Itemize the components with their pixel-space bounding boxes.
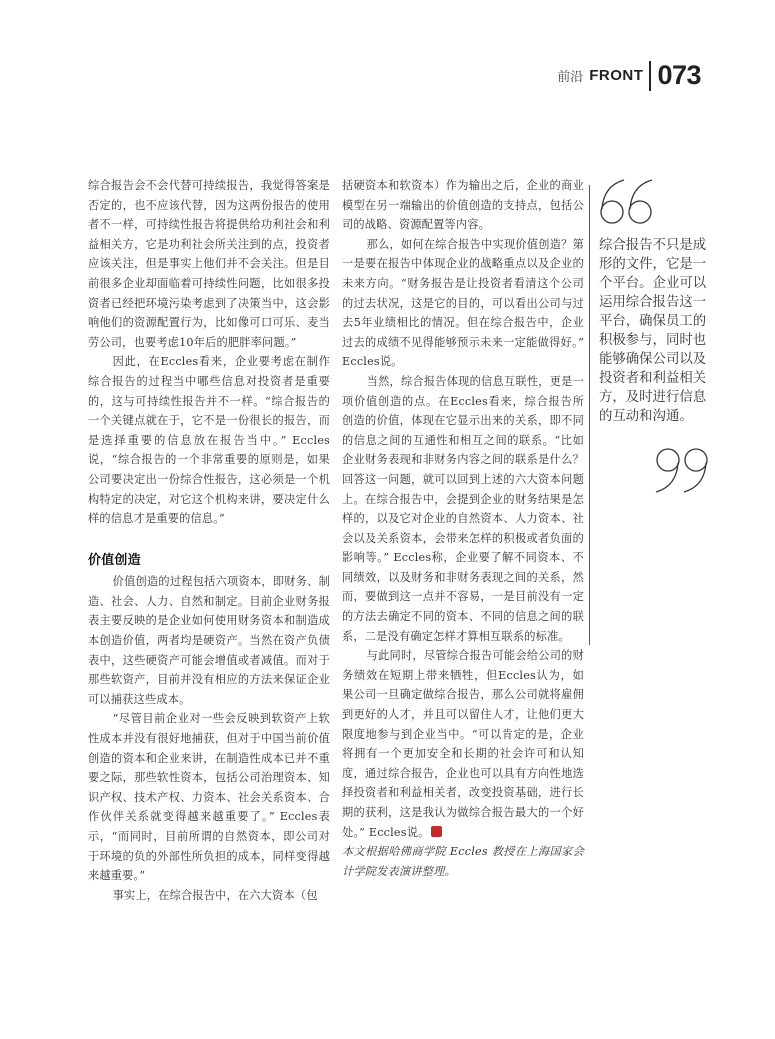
paragraph: 事实上，在综合报告中，在六大资本（包 xyxy=(112,888,318,902)
middle-column xyxy=(342,176,584,882)
end-mark-icon xyxy=(431,826,442,837)
open-quote-icon xyxy=(598,178,658,228)
paragraph: “尽管目前企业对一些会反映到软资产上软性成本并没有很好地捕获，但对于中国当前价值创造的资本和企业来讲，在制造性成本已并不重要之际，那些软性资本，包括公司治理资本、知识产权、技术产权、力资本、社会关系资本、合作伙伴关系就变得越来越重要了。” Eccles表示，“而同时，目前所谓的自然资本，即公司对于环境的负的外部性所负担的成本，同样变得越来越重要。” xyxy=(88,712,330,883)
pull-quote-rule xyxy=(589,185,590,645)
paragraph xyxy=(342,646,584,842)
paragraph: 综合报告会不会代替可持续报告，我觉得答案是否定的，也不应该代替，因为这两份报告的使用者不一样，可持续性报告将提供给功利社会和利益相关方，它是功利社会所关注到的点，投资者应该关注，但是事实上他们并不会关注。但是目前很多企业却面临着可持续性问题，比如很多投资者已经把环境污染考虑到了决策当中，这会影响他们的资源配置行为，比如像可口可乐、麦当劳公司，也要考虑10年后的肥胖率问题。” xyxy=(88,179,330,349)
left-column xyxy=(88,176,330,905)
page-header xyxy=(557,60,701,91)
source-note: 本文根据哈佛商学院 Eccles 教授在上海国家会计学院发表演讲整理。 xyxy=(342,845,584,879)
section-heading: 价值创造 xyxy=(88,552,141,568)
section-label-cn: 前沿 xyxy=(557,70,584,85)
page-number: 073 xyxy=(657,60,701,90)
paragraph: 因此，在Eccles看来，企业要考虑在制作综合报告的过程当中哪些信息对投资者是重要的，这与可持续性报告并不一样。“综合报告的一个关键点就在于，它不是一份很长的报告，而是选择重要的信息放在报告当中。” Eccles说，“综合报告的一个非常重要的原则是，如果公司要决定出一份综合性报告，这必须是一个机构特定的决定，对它这个机构来讲，要决定什么样的信息才是重要的信息。” xyxy=(88,355,330,526)
paragraph: 那么，如何在综合报告中实现价值创造？第一是要在报告中体现企业的战略重点以及企业的未来方向。“财务报告是让投资者看清这个公司的过去状况，这是它的目的，可以看出公司与过去5年业绩相比的情况。但在综合报告中，企业过去的成绩不见得能够预示未来一定能做得好。” Eccles说。 xyxy=(342,237,584,369)
header-divider xyxy=(649,61,651,91)
paragraph-text: 与此同时，尽管综合报告可能会给公司的财务绩效在短期上带来牺牲，但Eccles认为，如果公司一旦确定做综合报告，那么公司就将雇佣到更好的人才，并且可以留住人才，让他们更大限度地参与到企业当中。“可以肯定的是，企业将拥有一个更加安全和长期的社会许可和认知度，通过综合报告，企业也可以具有方向性地选择投资者和利益相关者，改变投资基础，进行长期的获利，这是我认为做综合报告最大的一个好处。” Eccles说。 xyxy=(342,649,584,839)
paragraph: 括硬资本和软资本）作为输出之后，企业的商业模型在另一端输出的价值创造的支持点，包括公司的战略、资源配置等内容。 xyxy=(342,179,584,232)
pull-quote: 综合报告不只是成形的文件，它是一个平台。企业可以运用综合报告这一平台，确保员工的积极参与，同时也能够确保公司以及投资者和利益相关方，及时进行信息的互动和沟通。 xyxy=(599,238,707,424)
close-quote-icon xyxy=(652,445,712,495)
paragraph: 当然，综合报告体现的信息互联性，更是一项价值创造的点。在Eccles看来，综合报告所创造的价值，体现在它显示出来的关系，即不同的信息之间的互通性和相互之间的联系。“比如企业财务表现和非财务内容之间的联系是什么？回答这一问题，就可以回到上述的六大资本问题上。在综合报告中，会提到企业的财务结果是怎样的，以及它对企业的自然资本、人力资本、社会以及关系资本，会带来怎样的积极或者负面的影响等。” Eccles称，企业要了解不同资本、不同绩效，以及财务和非财务表现之间的关系，然而，要做到这一点并不容易，一是目前没有一定的方法去确定不同的资本、不同的信息之间的联系，二是没有确定怎样才算相互联系的标准。 xyxy=(342,374,584,643)
section-label-en: FRONT xyxy=(589,67,644,84)
paragraph: 价值创造的过程包括六项资本，即财务、制造、社会、人力、自然和制定。目前企业财务报表主要反映的是企业如何使用财务资本和制造成本创造价值，两者均是硬资产。当然在资产负债表中，这些硬资产可能会增值或者减值。而对于那些软资产，目前并没有相应的方法来保证企业可以捕获这些成本。 xyxy=(88,575,330,706)
